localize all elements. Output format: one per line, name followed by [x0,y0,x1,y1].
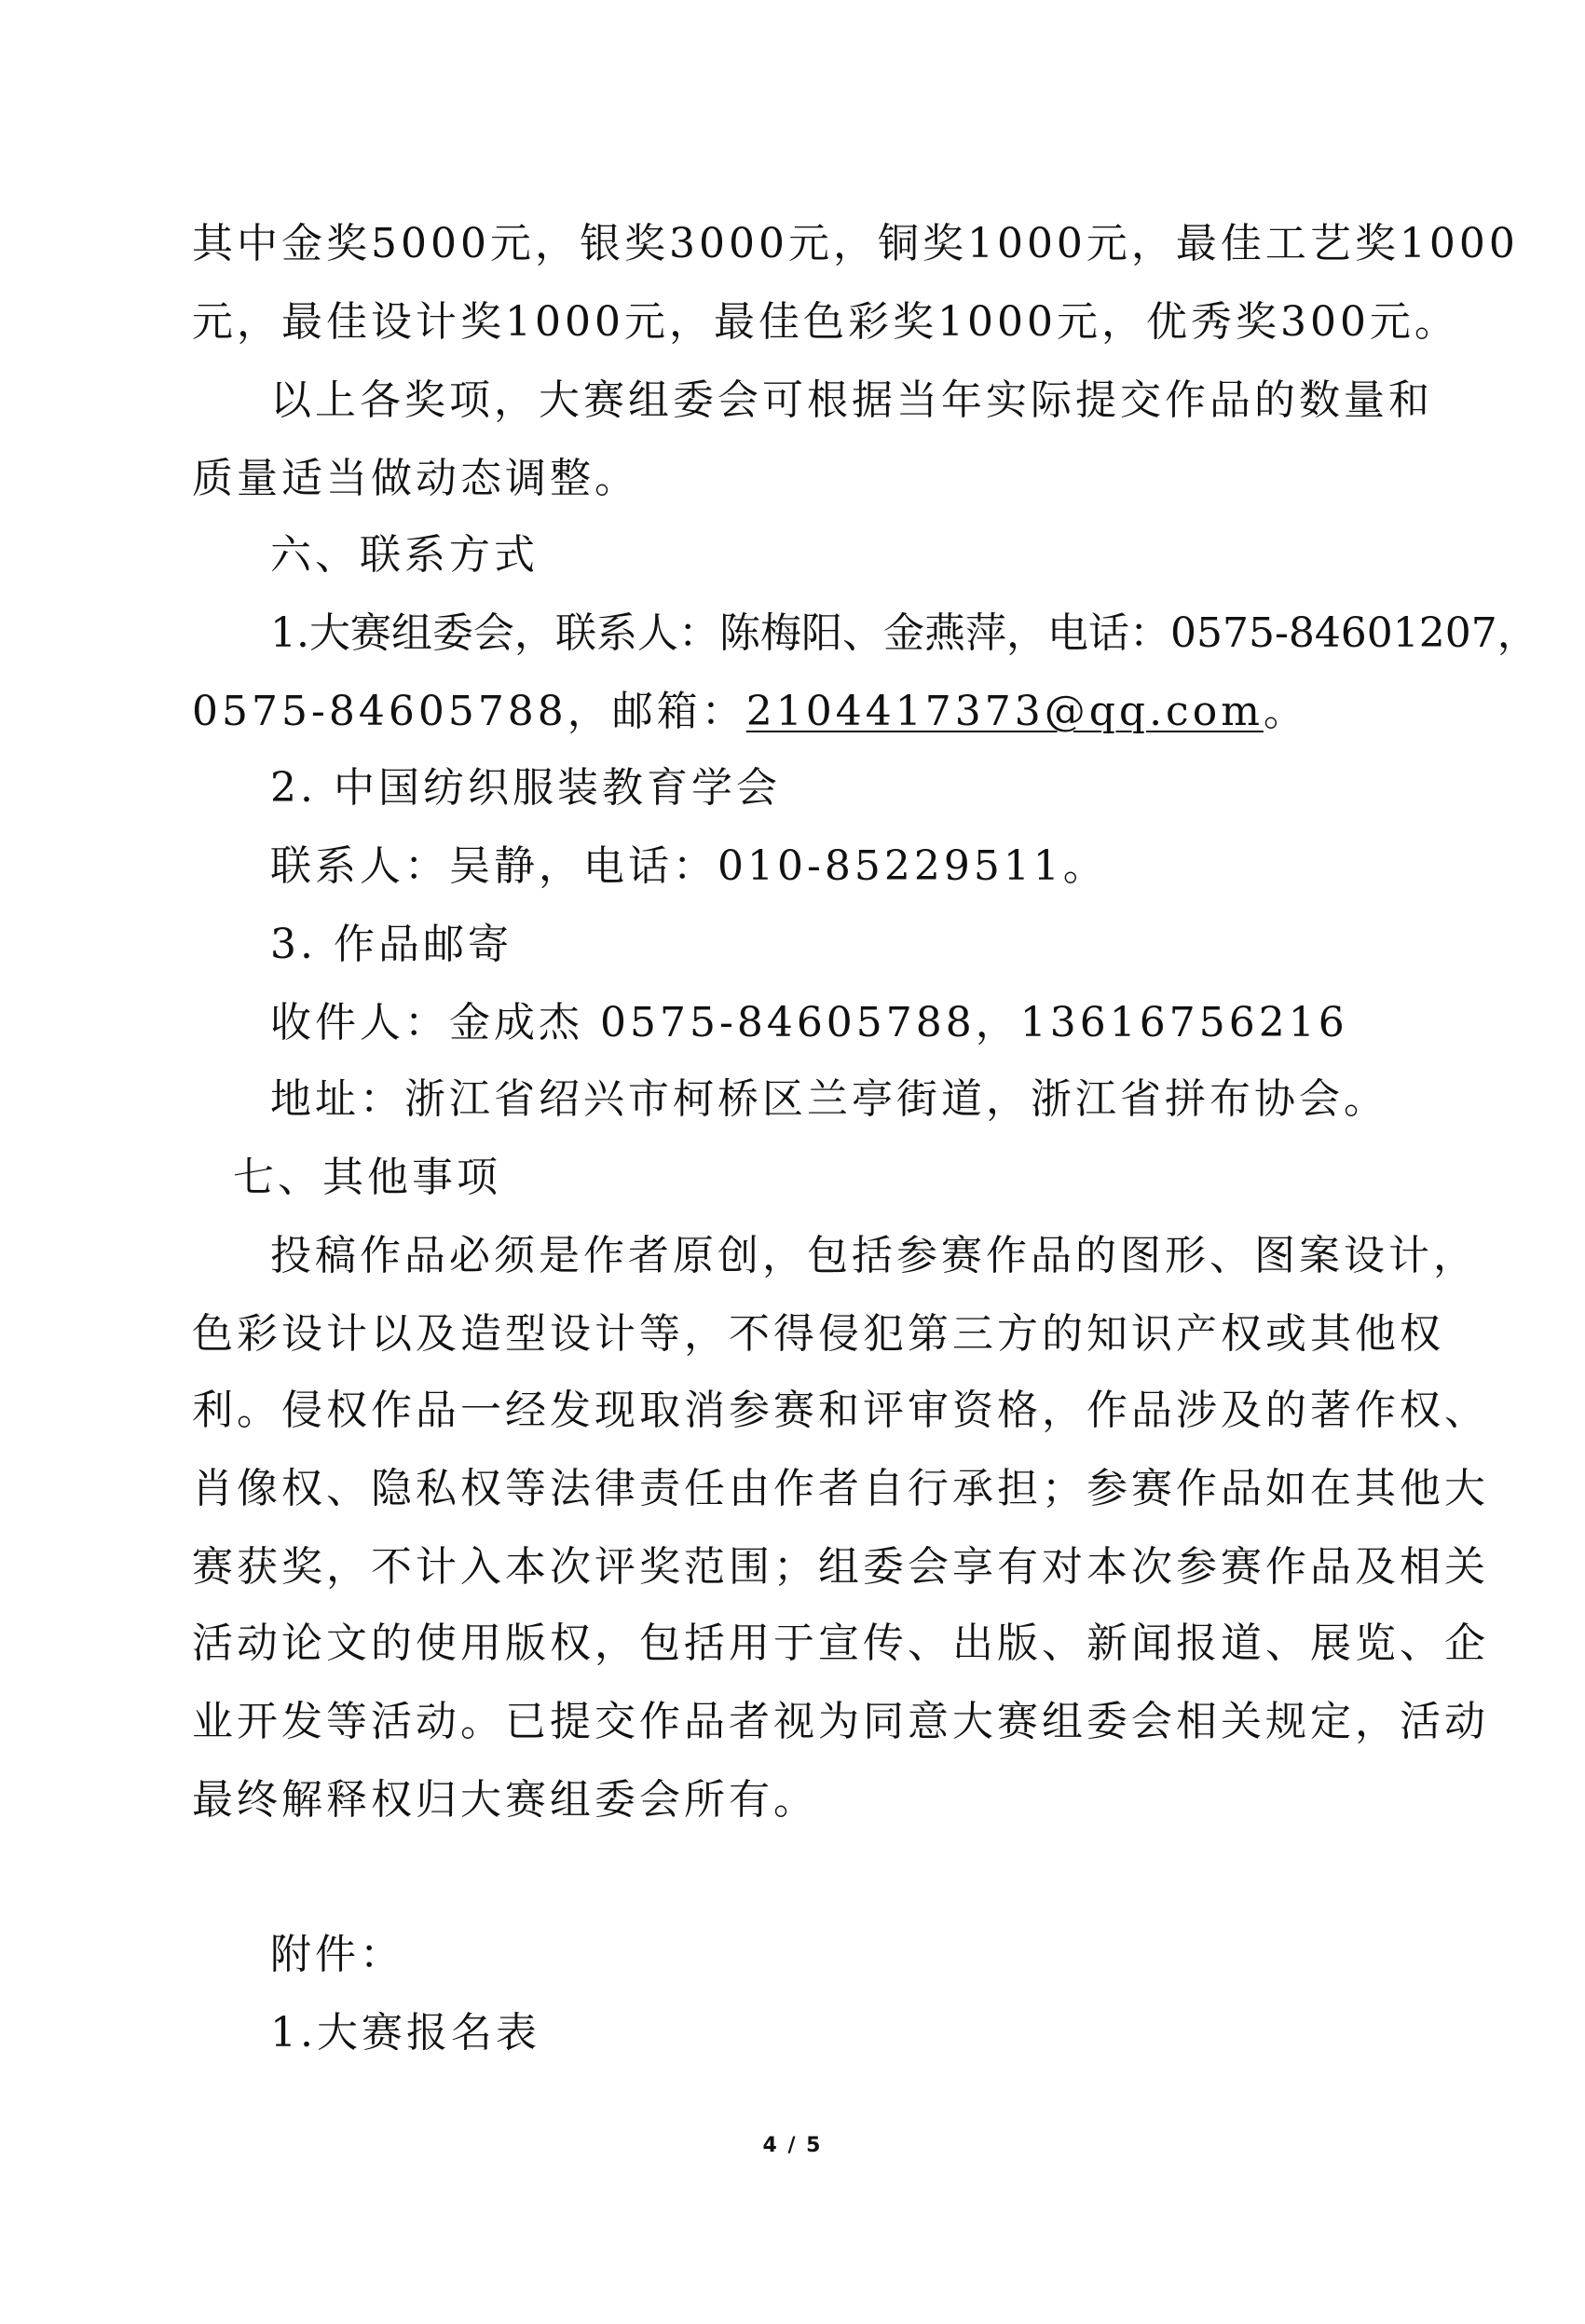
attachment-item-1: 1.大赛报名表 [270,2009,540,2057]
attachments-heading: 附件： [270,1931,404,1978]
other-line-8: 最终解释权归大赛组委会所有。 [192,1776,818,1824]
other-line-7: 业开发等活动。已提交作品者视为同意大赛组委会相关规定，活动 [192,1698,1489,1745]
other-line-4: 肖像权、隐私权等法律责任由作者自行承担；参赛作品如在其他大 [192,1465,1489,1512]
awards-line-2: 元，最佳设计奖1000元，最佳色彩奖1000元，优秀奖300元。 [192,298,1459,346]
contact-item3-title: 3. 作品邮寄 [270,921,512,968]
awards-line-1: 其中金奖5000元，银奖3000元，铜奖1000元，最佳工艺奖1000 [192,220,1519,267]
other-heading: 七、其他事项 [233,1154,501,1201]
contact-item1-suffix: 。 [1263,688,1308,735]
awards-note-line-1: 以上各奖项，大赛组委会可根据当年实际提交作品的数量和 [270,376,1433,424]
contact-item2-title: 2. 中国纺织服装教育学会 [270,764,781,812]
awards-note-line-2: 质量适当做动态调整。 [192,455,639,502]
page-number: 4 / 5 [762,2134,823,2157]
other-line-3: 利。侵权作品一经发现取消参赛和评审资格，作品涉及的著作权、 [192,1387,1489,1434]
other-line-6: 活动论文的使用版权，包括用于宣传、出版、新闻报道、展览、企 [192,1620,1489,1667]
contact-item1-line1: 1.大赛组委会，联系人：陈梅阳、金燕萍，电话：0575-84601207， [270,609,1538,657]
other-line-1: 投稿作品必须是作者原创，包括参赛作品的图形、图案设计， [270,1232,1478,1279]
contact-item3-recipient: 收件人：金成杰 0575-84605788，13616756216 [270,999,1348,1046]
contact-item1-prefix: 0575-84605788，邮箱： [192,688,746,735]
other-line-2: 色彩设计以及造型设计等，不得侵犯第三方的知识产权或其他权 [192,1310,1444,1358]
contact-item1-line2 [192,684,1308,740]
contact-item2-detail: 联系人：吴静，电话：010-85229511。 [270,842,1108,890]
other-line-5: 赛获奖，不计入本次评奖范围；组委会享有对本次参赛作品及相关 [192,1543,1489,1591]
email-link[interactable]: 2104417373@qq.com [745,688,1264,735]
contact-heading: 六、联系方式 [270,531,539,579]
contact-item3-address: 地址：浙江省绍兴市柯桥区兰亭街道，浙江省拼布协会。 [270,1075,1388,1123]
